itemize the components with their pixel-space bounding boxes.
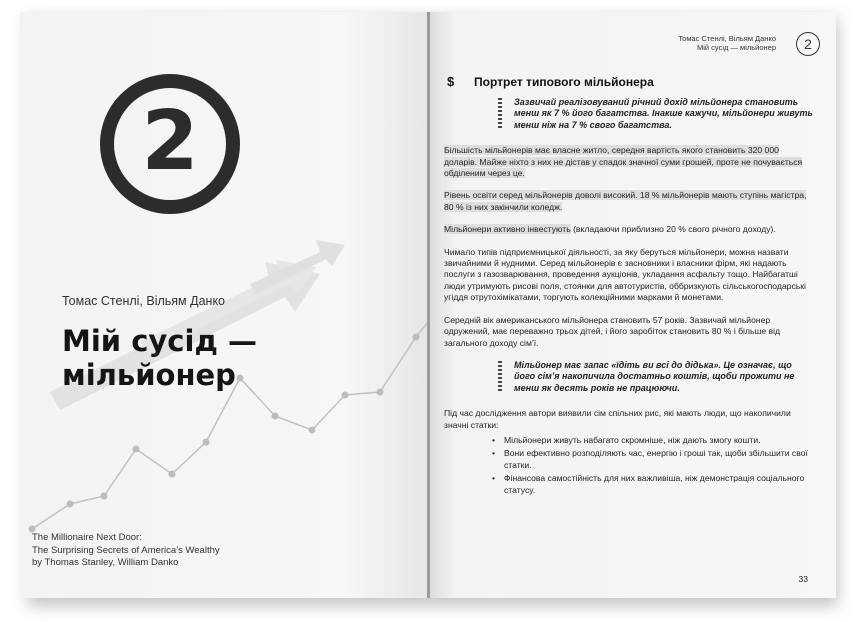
paragraph [444,247,814,304]
paragraph-text: Більшість мільйонерів має власне житло, середня вартість якого становить 320 000 доларів. Майже ніхто з них не дістав у спадок значної суми грошей, проте не почувається обділеним через це. [444,145,803,179]
chart-dot [169,471,176,478]
paragraph [444,408,814,431]
quote-block [498,360,814,394]
section-title: Портрет типового мільйонера [474,75,654,89]
paragraph-text: Чимало типів підприємницької діяльності, за яку беруться мільйонери, можна назвати звичайними й нудними. Серед мільйонерів є засновники і власники фірм, які надають послуги з газозварювання, проведення аукціонів, укладання асфальту тощо. Найбагатші люди утримують рисові поля, стоянки для автотуристів, оббризкують сільськогосподарські угіддя отрутохімікатами, торгують колекційними марками й монетами. [444,246,806,303]
chart-dot [101,493,108,500]
original-authors: by Thomas Stanley, William Danko [32,557,179,568]
original-subtitle: The Surprising Secrets of America’s Wealthy [32,544,220,556]
left-page [20,12,428,598]
chapter-number: 2 [141,94,199,189]
book-title-line: мільйонер [62,358,236,392]
bullet-list [444,435,814,496]
paragraph-text: (вкладаючи приблизно 20 % свого річного доходу). [570,224,776,235]
chart-dot [203,439,210,446]
bullet-item: • Вони ефективно розподіляють час, енергію і гроші так, щоби збільшити свої статки. [504,448,814,471]
paragraph-text: Під час дослідження автори виявили сім спільних рис, які мають люди, що накопичили значні статки: [444,408,791,430]
book-author: Томас Стенлі, Вільям Данко [62,294,226,308]
quote-bar [498,98,502,130]
page-body [444,97,814,498]
running-head-chapter: 2 [796,32,820,56]
original-edition-info [32,532,220,570]
quote-block [498,97,814,131]
paragraph [444,315,814,349]
book-title-line: Мій сусід — [62,324,257,358]
chart-dot [377,389,384,396]
paragraph [444,224,814,235]
chapter-number-badge [100,74,240,214]
quote-bar [498,361,502,393]
quote-text: Зазвичай реалізовуваний річний дохід мільйонера становить менш як 7 % його багатства. Інакше кажучи, мільйонери живуть менш ніж на 7 % свого багатства. [514,97,813,130]
book-title [62,324,362,392]
chart-dot [342,392,349,399]
paragraph [444,190,814,213]
paragraph-text: Середній вік американського мільйонера становить 57 років. Зазвичай мільйонер одружений, має переважно трьох дітей, і його заробіток становить 80 % і більше від загального доходу сім’ї. [444,314,780,348]
chart-dot [413,334,420,341]
paragraph [444,145,814,179]
bullet-item: • Фінансова самостійність для них важливіша, ніж демонстрація соціального статусу. [504,473,814,496]
quote-text: Мільйонер має запас «їдіть ви всі до дідька». Це означає, що його сім’я накопичила достатньо коштів, щоби прожити не менш як десять років не працюючи. [514,359,795,393]
running-head-authors: Томас Стенлі, Вільям Данко [678,34,776,43]
bullet-item: • Мільйонери живуть набагато скромніше, ніж дають змогу кошти. [504,435,814,446]
page-number: 33 [798,574,808,584]
highlighted-text: Мільйонери активно інвестують [444,224,571,235]
original-title: The Millionaire Next Door: [32,532,142,543]
chart-dot [67,501,74,508]
section-heading [447,74,654,89]
dollar-icon: $ [447,74,455,89]
paragraph-text: Рівень освіти серед мільйонерів доволі високий. 18 % мільйонерів мають ступінь магістра, 80 % із них закінчили коледж. [444,190,807,212]
chart-dot [309,427,316,434]
chart-dot [272,413,279,420]
chart-dot [133,446,140,453]
running-head-title: Мій сусід — мільйонер [696,43,776,52]
running-head [678,34,776,52]
right-page [430,12,836,598]
